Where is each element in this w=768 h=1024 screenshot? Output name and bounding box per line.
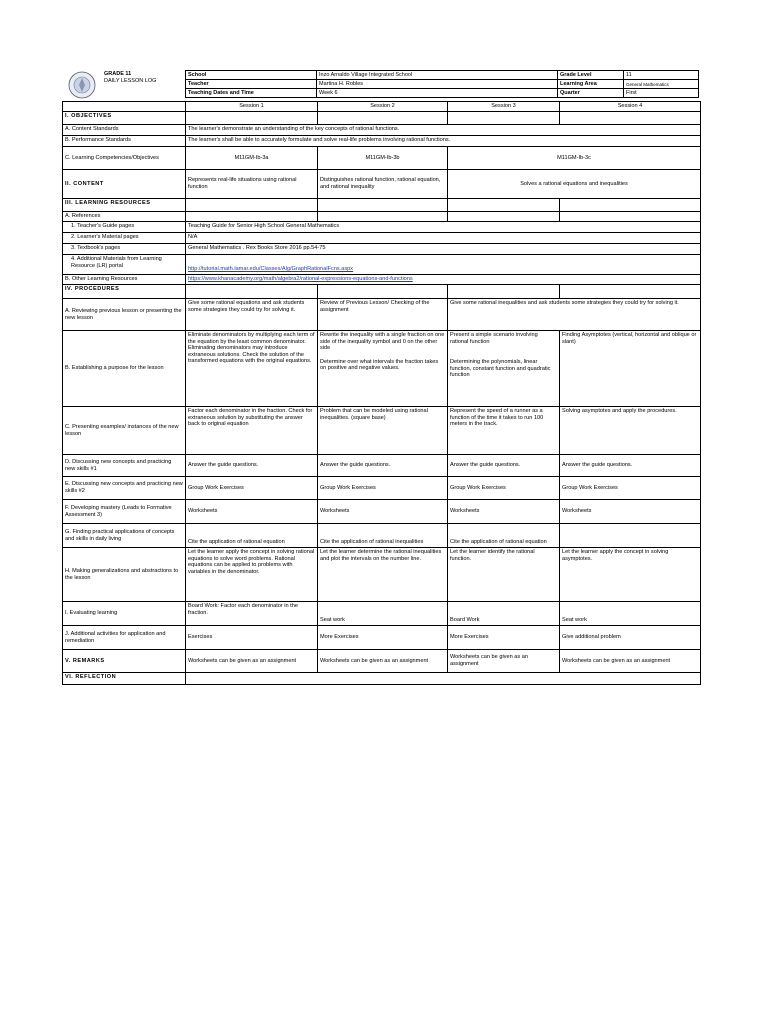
- procedure-g-s2: Cite the application of rational inequalities: [318, 524, 448, 548]
- procedure-c-label: C. Presenting examples/ instances of the new lesson: [63, 407, 186, 455]
- procedure-j-s4: Give additional problem: [560, 626, 701, 650]
- procedure-j-label: J. Additional activities for application and remediation: [63, 626, 186, 650]
- procedure-b-label: B. Establishing a purpose for the lesson: [63, 331, 186, 407]
- grade-level-label: Grade Level: [558, 71, 624, 80]
- code-session-1: M11GM-Ib-3a: [186, 147, 318, 170]
- procedure-i-s4: Seat work: [560, 602, 701, 626]
- code-session-34: M11GM-Ib-3c: [448, 147, 701, 170]
- learners-material-label: 2. Learner's Material pages: [63, 233, 186, 244]
- procedure-f-s1: Worksheets: [186, 500, 318, 524]
- procedure-f-s2: Worksheets: [318, 500, 448, 524]
- school-value: Inzo Arnaldo Village Integrated School: [317, 71, 558, 80]
- objectives-heading: I. OBJECTIVES: [63, 112, 186, 125]
- procedure-d-s2: Answer the guide questions.: [318, 455, 448, 477]
- dates-label: Teaching Dates and Time: [186, 89, 317, 98]
- teacher-value: Martina H. Robles: [317, 80, 558, 89]
- procedures-heading: IV. PROCEDURES: [63, 285, 186, 299]
- session-3-header: Session 3: [448, 102, 560, 112]
- procedure-e-s4: Group Work Exercises: [560, 477, 701, 500]
- session-2-header: Session 2: [318, 102, 448, 112]
- procedure-e-s3: Group Work Exercises: [448, 477, 560, 500]
- performance-standards-text: The learner's shall be able to accurately formulate and solve real-life problems involving rational functions.: [186, 136, 701, 147]
- procedure-e-label: E. Discussing new concepts and practicing new skills #2: [63, 477, 186, 500]
- content-heading: II. CONTENT: [63, 170, 186, 199]
- procedure-i-s1: Board Work: Factor each denominator in the fraction.: [186, 602, 318, 626]
- procedure-e-s1: Group Work Exercises: [186, 477, 318, 500]
- log-title: DAILY LESSON LOG: [104, 78, 157, 84]
- procedure-h-label: H. Making generalizations and abstractions to the lesson: [63, 548, 186, 602]
- lesson-log-table: [62, 101, 701, 685]
- procedure-g-label: G. Finding practical applications of concepts and skills in daily living: [63, 524, 186, 548]
- procedure-h-s3: Let the learner identify the rational function.: [448, 548, 560, 602]
- procedure-j-s3: More Exercises: [448, 626, 560, 650]
- content-standards-text: The learner's demonstrate an understanding of the key concepts of rational functions.: [186, 125, 701, 136]
- other-resources-label: B. Other Learning Resources: [63, 275, 186, 285]
- learning-area-value: General Mathematics: [624, 80, 699, 89]
- code-session-2: M11GM-Ib-3b: [318, 147, 448, 170]
- remarks-s1: Worksheets can be given as an assignment: [186, 650, 318, 673]
- content-session-34: Solves a rational equations and inequalities: [448, 170, 701, 199]
- school-label: School: [186, 71, 317, 80]
- teachers-guide-label: 1. Teacher's Guide pages: [63, 222, 186, 233]
- procedure-a-s34: Give some rational inequalities and ask students some strategies they could try for solving it.: [448, 299, 701, 331]
- competencies-label: C. Learning Competencies/Objectives: [63, 147, 186, 170]
- procedure-j-s1: Exercises: [186, 626, 318, 650]
- procedure-b-s2-part2: Determine over what intervals the fraction takes on positive and negative values.: [320, 358, 439, 372]
- procedure-c-s3: Represent the speed of a runner as a function of the time it takes to run 100 meters in the track.: [448, 407, 560, 455]
- remarks-s2: Worksheets can be given as an assignment: [318, 650, 448, 673]
- procedure-b-s4: Finding Asymptotes (vertical, horizontal and oblique or slant): [560, 331, 701, 407]
- procedure-i-label: I. Evaluating learning: [63, 602, 186, 626]
- teacher-label: Teacher: [186, 80, 317, 89]
- procedure-h-s2: Let the learner determine the rational inequalities and plot the intervals on the number line.: [318, 548, 448, 602]
- learners-material-value: N/A: [186, 233, 701, 244]
- content-standards-label: A. Content Standards: [63, 125, 186, 136]
- corner-cell: [63, 102, 186, 112]
- procedure-e-s2: Group Work Exercises: [318, 477, 448, 500]
- quarter-value: First: [624, 89, 699, 98]
- procedure-d-s3: Answer the guide questions.: [448, 455, 560, 477]
- grade-level-value: 11: [624, 71, 699, 80]
- remarks-heading: V. REMARKS: [63, 650, 186, 673]
- procedure-g-s4: [560, 524, 701, 548]
- remarks-s3: Worksheets can be given as an assignment: [448, 650, 560, 673]
- procedure-a-label: A. Reviewing previous lesson or presenting the new lesson: [63, 299, 186, 331]
- procedure-b-s3-part1: Present a simple scenario involving rational function: [450, 332, 538, 345]
- session-4-header: Session 4: [560, 102, 701, 112]
- content-session-1: Represents real-life situations using rational function: [186, 170, 318, 199]
- session-1-header: Session 1: [186, 102, 318, 112]
- reflection-heading: VI. REFLECTION: [63, 673, 186, 685]
- procedure-b-s3-part2: Determining the polynomials, linear function, constant function and quadratic function: [450, 359, 551, 379]
- procedure-f-label: F. Developing mastery (Leads to Formative Assessment 3): [63, 500, 186, 524]
- procedure-d-s4: Answer the guide questions.: [560, 455, 701, 477]
- procedure-d-s1: Answer the guide questions.: [186, 455, 318, 477]
- dates-value: Week 6: [317, 89, 558, 98]
- grade-title: GRADE 11: [104, 71, 132, 77]
- procedure-i-s2: Seat work: [318, 602, 448, 626]
- references-label: A. References: [63, 212, 186, 222]
- lr-portal-label: 4. Additional Materials from Learning Resource (LR) portal: [63, 255, 186, 275]
- procedure-f-s3: Worksheets: [448, 500, 560, 524]
- procedure-i-s3: Board Work: [448, 602, 560, 626]
- content-session-2: Distinguishes rational function, rational equation, and rational inequality: [318, 170, 448, 199]
- resources-heading: III. LEARNING RESOURCES: [63, 199, 186, 212]
- procedure-j-s2: More Exercises: [318, 626, 448, 650]
- deped-seal-logo: [62, 70, 102, 100]
- learning-area-label: Learning Area: [558, 80, 624, 89]
- procedure-c-s2: Problem that can be modeled using rational inequalities. (square base): [318, 407, 448, 455]
- textbook-value: General Mathematics . Rex Books Store 2016 pp.54-75: [186, 244, 701, 255]
- lr-portal-link[interactable]: http://tutorial.math.lamar.edu/Classes/Alg/GraphRationalFcns.aspx: [188, 266, 354, 273]
- procedure-g-s1: Cite the application of rational equation: [186, 524, 318, 548]
- procedure-b-s1: Eliminate denominators by multiplying each term of the equation by the least common denominator. Eliminating denominators may introduce extraneous solutions. Check the solution of the transformed equations with the original equations.: [186, 331, 318, 407]
- quarter-label: Quarter: [558, 89, 624, 98]
- procedure-a-s1: Give some rational equations and ask students some strategies they could try for solving it.: [186, 299, 318, 331]
- other-resources-link[interactable]: https://www.khanacademy.org/math/algebra2/rational-expressions-equations-and-functions: [188, 276, 413, 282]
- procedure-c-s1: Factor each denominator in the fraction. Check for extraneous solution by substituting the answer back to original equation: [186, 407, 318, 455]
- procedure-h-s4: Let the learner apply the concept in solving asymptotes.: [560, 548, 701, 602]
- remarks-s4: Worksheets can be given as an assignment: [560, 650, 701, 673]
- procedure-b-s2-part1: Rewrite the inequality with a single fraction on one side of the inequality symbol and 0 on the other side: [320, 332, 445, 352]
- procedure-g-s3: Cite the application of rational equation: [448, 524, 560, 548]
- teachers-guide-value: Teaching Guide for Senior High School General Mathematics: [186, 222, 701, 233]
- performance-standards-label: B. Performance Standards: [63, 136, 186, 147]
- procedure-h-s1: Let the learner apply the concept in solving rational equations to solve word problems. Rational equations can be applied to problems with variables in the denominator.: [186, 548, 318, 602]
- procedure-c-s4: Solving asymptotes and apply the procedures.: [560, 407, 701, 455]
- textbook-label: 3. Textbook's pages: [63, 244, 186, 255]
- procedure-a-s2: Review of Previous Lesson/ Checking of the assignment: [318, 299, 448, 331]
- procedure-d-label: D. Discussing new concepts and practicing new skills #1: [63, 455, 186, 477]
- header-table: [185, 70, 699, 98]
- procedure-f-s4: Worksheets: [560, 500, 701, 524]
